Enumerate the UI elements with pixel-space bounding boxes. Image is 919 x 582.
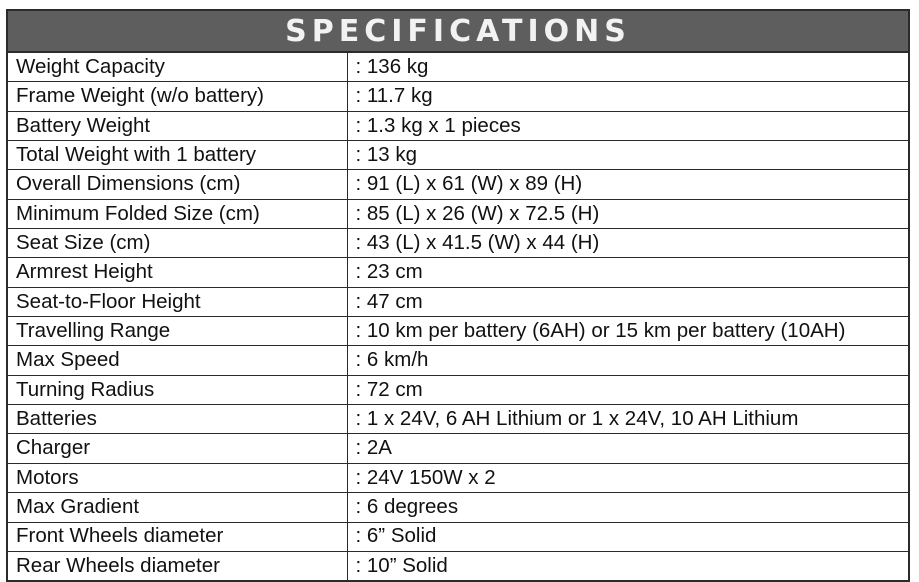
table-row <box>8 434 908 463</box>
spec-value: : 11.7 kg <box>347 82 908 111</box>
spec-value: : 10 km per battery (6AH) or 15 km per battery (10AH) <box>347 317 908 346</box>
table-row <box>8 405 908 434</box>
spec-label: Charger <box>8 434 347 463</box>
spec-label: Max Speed <box>8 346 347 375</box>
spec-label: Front Wheels diameter <box>8 522 347 551</box>
spec-label: Seat-to-Floor Height <box>8 287 347 316</box>
table-row <box>8 522 908 551</box>
spec-label: Motors <box>8 463 347 492</box>
spec-label: Minimum Folded Size (cm) <box>8 199 347 228</box>
spec-value: : 10” Solid <box>355 553 448 577</box>
spec-label: Battery Weight <box>8 111 347 140</box>
specifications-title: SPECIFICATIONS <box>8 11 908 53</box>
spec-value: : 13 kg <box>347 141 908 170</box>
spec-label: Batteries <box>8 405 347 434</box>
specs-rows <box>8 53 908 580</box>
spec-label: Max Gradient <box>8 493 347 522</box>
spec-value: : 1 x 24V, 6 AH Lithium or 1 x 24V, 10 AH Lithium <box>347 405 908 434</box>
spec-value: : 43 (L) x 41.5 (W) x 44 (H) <box>347 229 908 258</box>
table-row <box>8 141 908 170</box>
spec-label: Turning Radius <box>8 375 347 404</box>
table-row <box>8 317 908 346</box>
table-row <box>8 229 908 258</box>
table-row <box>8 463 908 492</box>
table-row <box>8 346 908 375</box>
spec-label: Travelling Range <box>8 317 347 346</box>
specs-grid <box>8 53 908 580</box>
spec-value: : 47 cm <box>347 287 908 316</box>
table-row <box>8 170 908 199</box>
spec-value: : 1.3 kg x 1 pieces <box>347 111 908 140</box>
table-row <box>8 82 908 111</box>
spec-value: : 6” Solid <box>347 522 908 551</box>
table-row <box>8 551 908 580</box>
table-row <box>8 53 908 82</box>
specifications-table <box>6 9 910 582</box>
spec-label: Armrest Height <box>8 258 347 287</box>
table-row <box>8 258 908 287</box>
spec-label: Total Weight with 1 battery <box>8 141 347 170</box>
spec-value: : 6 km/h <box>347 346 908 375</box>
spec-value: : 2A <box>347 434 908 463</box>
spec-value: : 72 cm <box>347 375 908 404</box>
spec-value: : 24V 150W x 2 <box>347 463 908 492</box>
spec-label: Weight Capacity <box>8 53 347 82</box>
spec-label: Frame Weight (w/o battery) <box>8 82 347 111</box>
spec-value: : 23 cm <box>347 258 908 287</box>
spec-value: : 91 (L) x 61 (W) x 89 (H) <box>347 170 908 199</box>
table-row <box>8 111 908 140</box>
spec-value: : 85 (L) x 26 (W) x 72.5 (H) <box>347 199 908 228</box>
spec-label: Rear Wheels diameter <box>8 551 347 580</box>
table-row <box>8 375 908 404</box>
table-row <box>8 199 908 228</box>
table-row <box>8 493 908 522</box>
spec-label: Seat Size (cm) <box>8 229 347 258</box>
spec-label: Overall Dimensions (cm) <box>8 170 347 199</box>
spec-value: : 136 kg <box>347 53 908 82</box>
table-row <box>8 287 908 316</box>
spec-value: : 6 degrees <box>347 493 908 522</box>
